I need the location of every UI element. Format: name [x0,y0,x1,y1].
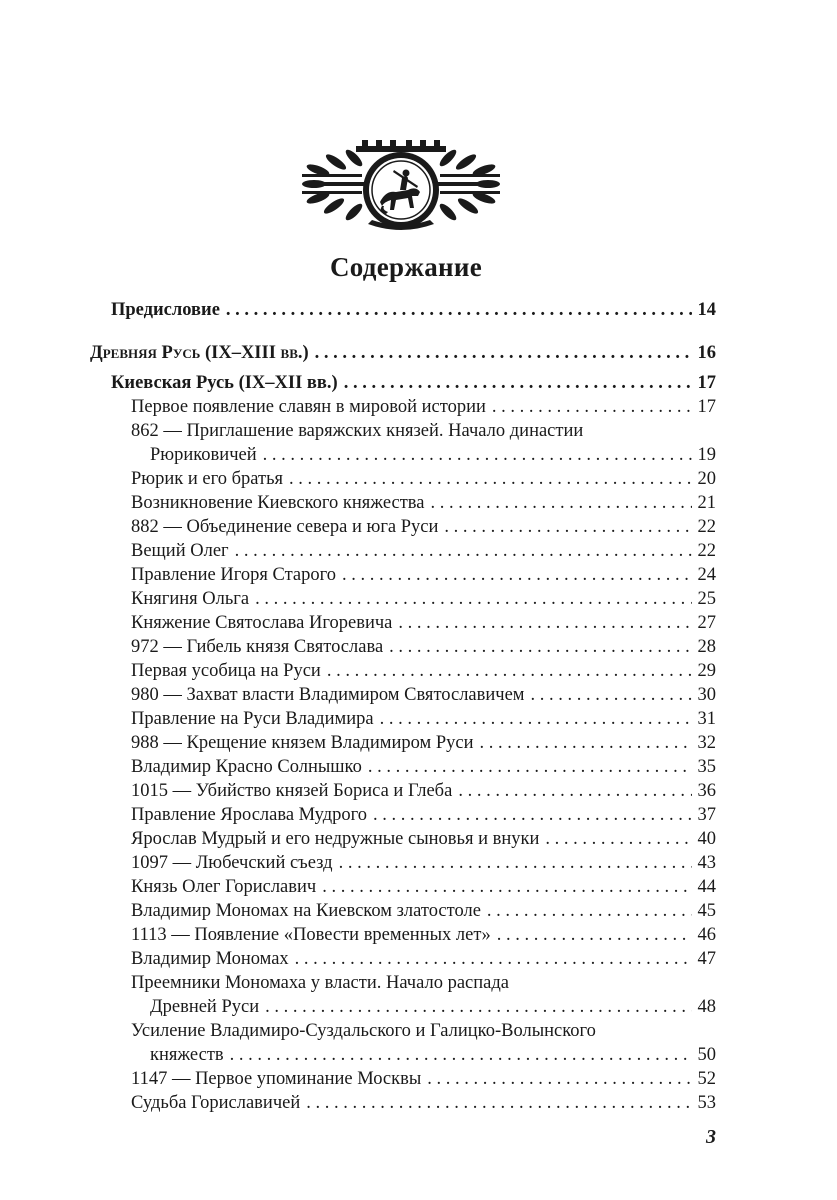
toc-entry-title: 882 — Объединение севера и юга Руси [131,517,439,537]
toc-entry [131,588,716,612]
dot-leader [458,780,691,802]
toc-entry [131,924,716,948]
toc-page-number: 29 [697,661,716,681]
toc-entry [131,1068,716,1092]
toc-entry-title: Князь Олег Гориславич [131,877,317,897]
toc-entry [131,948,716,972]
page-number: 3 [706,1126,716,1148]
dot-leader [342,564,691,586]
dot-leader [373,804,691,826]
dot-leader [380,708,692,730]
toc-entry [131,780,716,804]
toc-entry-title: 1113 — Появление «Повести временных лет» [131,925,491,945]
toc-entry-title: Вещий Олег [131,541,229,561]
dot-leader [322,876,691,898]
page-title: Содержание [329,252,483,282]
dot-leader [306,1092,691,1114]
toc-page-number: 32 [697,733,716,753]
dot-leader [315,342,692,364]
toc-entry-title: Судьба Гориславичей [131,1093,301,1113]
dot-leader [368,756,692,778]
toc-page-number: 52 [697,1069,716,1089]
toc-page-number: 30 [697,685,716,705]
toc-entry-title: 972 — Гибель князя Святослава [131,637,384,657]
toc-entry [131,396,716,420]
toc-page-number: 24 [697,565,716,585]
toc-entry [131,468,716,492]
toc-part-heading [90,342,716,366]
toc-page-number: 19 [697,445,716,465]
toc-page-number: 25 [697,589,716,609]
toc-entry-title: Возникновение Киевского княжества [131,493,425,513]
dot-leader [289,468,691,490]
toc-page-number: 53 [697,1093,716,1113]
dot-leader [492,396,692,418]
toc-chapter-heading [111,372,716,396]
toc-entry [150,444,716,468]
toc-entry-title: Первая усобица на Руси [131,661,321,681]
toc-entry [131,684,716,708]
toc-page-number: 17 [697,397,716,417]
dot-leader [479,732,691,754]
toc-page-number: 37 [697,805,716,825]
toc-entry [150,1044,716,1068]
toc-entry [131,852,716,876]
toc-page-number: 22 [697,541,716,561]
dot-leader [327,660,692,682]
dot-leader [226,299,692,321]
toc-entry-title: Владимир Красно Солнышко [131,757,362,777]
toc-entry [131,612,716,636]
toc-entry-title: Киевская Русь (IX–XII вв.) [111,373,338,393]
toc-entry [131,636,716,660]
toc-entry-title: Владимир Мономах [131,949,289,969]
toc-entry-title: Древняя Русь (IX–XIII вв.) [90,343,309,363]
toc-page-number: 50 [697,1045,716,1065]
toc-page-number: 43 [697,853,716,873]
toc-entry-title: Правление Игоря Старого [131,565,337,585]
dot-leader [487,900,692,922]
toc-entry-title: Правление на Руси Владимира [131,709,374,729]
toc-entry-title: 1097 — Любечский съезд [131,853,333,873]
toc-page-number: 45 [697,901,716,921]
toc-page-number: 31 [697,709,716,729]
dot-leader [255,588,691,610]
dot-leader [339,852,692,874]
toc-entry-title: Первое появление славян в мировой истории [131,397,486,417]
toc-page-number: 27 [697,613,716,633]
toc-entry-title-continued: Рюриковичей [150,445,257,465]
toc-preface [111,299,716,323]
toc-entry-title-continued: Древней Руси [150,997,260,1017]
toc-entry [131,564,716,588]
dot-leader [444,516,691,538]
toc-page-number: 47 [697,949,716,969]
dot-leader [531,684,692,706]
toc-entry-title: 1015 — Убийство князей Бориса и Глеба [131,781,453,801]
dot-leader [427,1068,691,1090]
toc-entry-title: Предисловие [111,300,220,320]
toc-entry [131,900,716,924]
toc-page-number: 21 [697,493,716,513]
toc-entry [131,804,716,828]
dot-leader [265,996,691,1018]
dot-leader [389,636,691,658]
toc-entry-title: 980 — Захват власти Владимиром Святославичем [131,685,525,705]
toc-entry [131,756,716,780]
toc-page-number: 36 [697,781,716,801]
toc-page-number: 46 [697,925,716,945]
toc-entry-title: 1147 — Первое упоминание Москвы [131,1069,422,1089]
toc-entry-title: Владимир Мономах на Киевском златостоле [131,901,481,921]
toc-page-number: 22 [697,517,716,537]
toc-entry-title: 988 — Крещение князем Владимиром Руси [131,733,474,753]
toc-entry [131,1092,716,1116]
toc-entry [131,660,716,684]
toc-entry-title: Ярослав Мудрый и его недружные сыновья и внуки [131,829,540,849]
toc-page-number: 17 [697,373,716,393]
toc-page-number: 48 [697,997,716,1017]
toc-entry-title: 862 — Приглашение варяжских князей. Начало династии [131,421,584,441]
dot-leader [545,828,691,850]
dot-leader [263,444,692,466]
toc-entry-title: Правление Ярослава Мудрого [131,805,368,825]
toc-entry-title: Рюрик и его братья [131,469,284,489]
dot-leader [398,612,691,634]
toc-entry [131,516,716,540]
toc-page-number: 28 [697,637,716,657]
toc-entry [150,996,716,1020]
dot-leader [497,924,692,946]
toc-entry [131,732,716,756]
toc-entry [131,708,716,732]
toc-page-number: 14 [697,300,716,320]
dot-leader [295,948,692,970]
toc-page-number: 44 [697,877,716,897]
toc-entry [131,492,716,516]
toc-entry-title: Усиление Владимиро-Суздальского и Галицко-Волынского [131,1021,596,1041]
toc-entry [131,540,716,564]
dot-leader [431,492,692,514]
dot-leader [344,372,692,394]
toc-entry [131,828,716,852]
toc-page-number: 40 [697,829,716,849]
toc-page-number: 35 [697,757,716,777]
toc-page-number: 20 [697,469,716,489]
toc-page-number: 16 [697,343,716,363]
toc-entry-title-continued: княжеств [150,1045,224,1065]
toc-entry-title: Княжение Святослава Игоревича [131,613,393,633]
toc-entry-title: Преемники Мономаха у власти. Начало распада [131,973,510,993]
dot-leader [235,540,692,562]
dot-leader [230,1044,692,1066]
toc-entry-title: Княгиня Ольга [131,589,250,609]
toc-entry [131,876,716,900]
